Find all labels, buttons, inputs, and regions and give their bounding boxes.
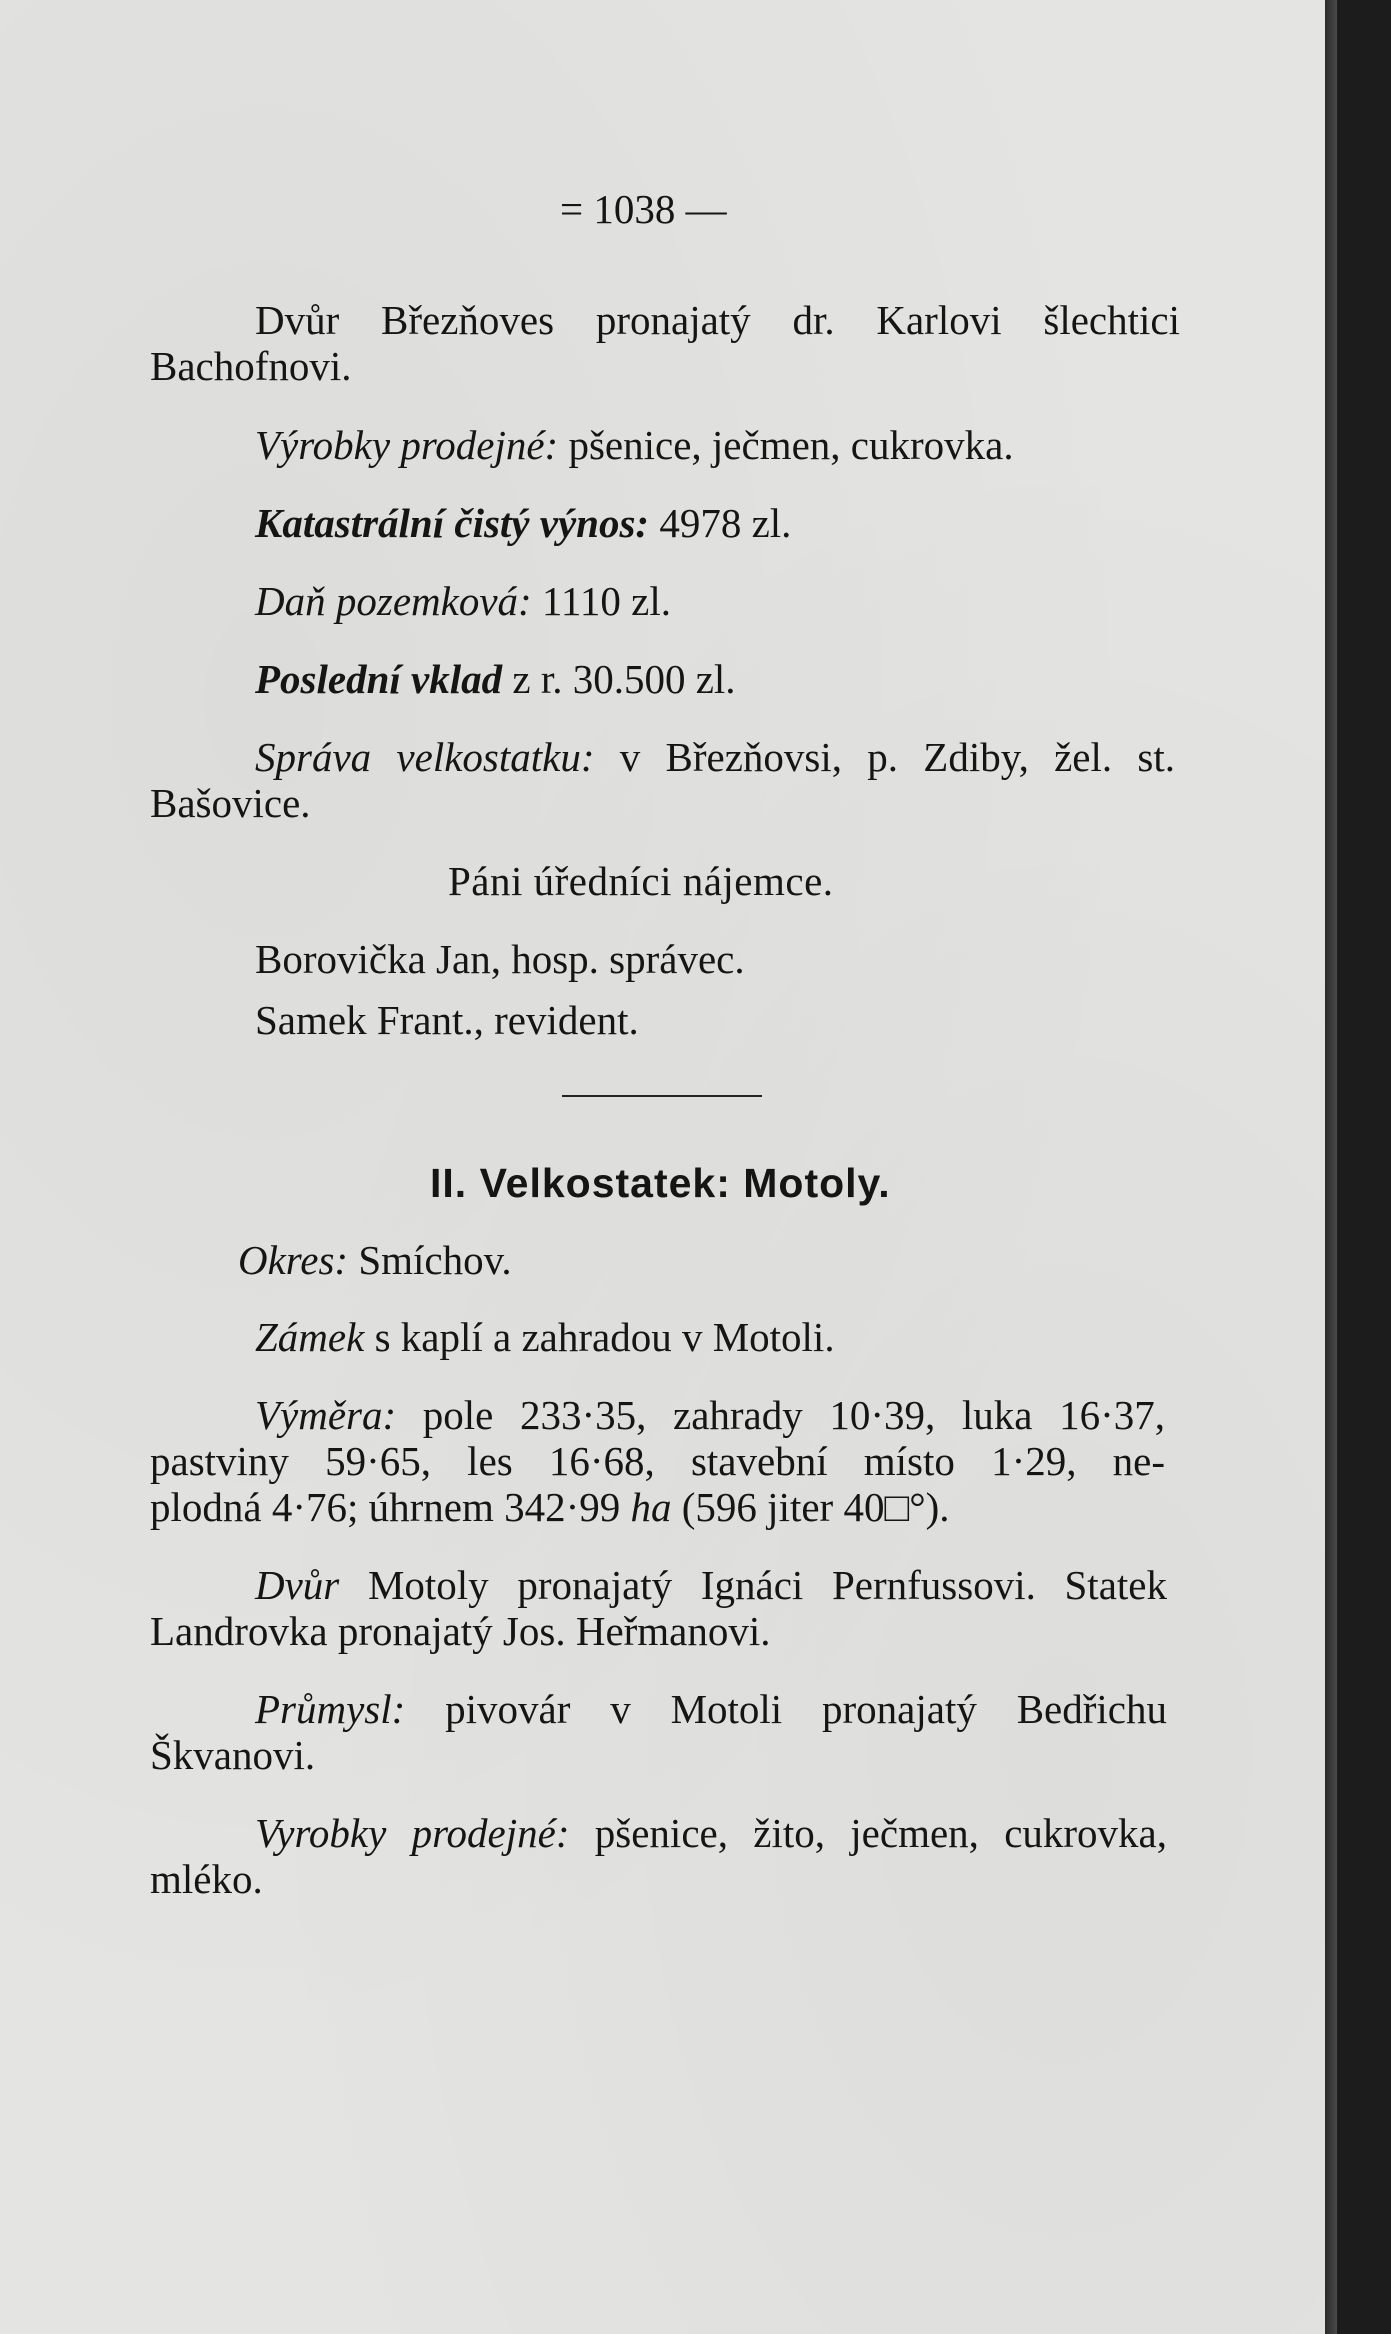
section-heading: II. Velkostatek: Motoly. [430,1160,891,1206]
vymera-line-1 [255,1392,1165,1438]
paragraph-prumysl [255,1686,1167,1733]
vklad-label: Poslední vklad [255,656,503,702]
vklad-text: z r. 30.500 zl. [502,656,736,702]
sprava-text: v Březňovsi, p. Zdiby, žel. st. [594,734,1175,780]
vymera-label: Výměra: [255,1392,397,1438]
paragraph-dan-pozemkova [255,578,671,625]
dvur-breznoves-line-2: Bachofnovi. [150,343,352,389]
prumysl-text: pivovár v Motoli pronajatý Bedřichu [405,1686,1167,1732]
paragraph-dvur-breznoves [255,297,1180,344]
paragraph-vymera [255,1392,1165,1439]
vymera-text: pole 233·35, zahrady 10·39, luka 16·37, [396,1392,1165,1438]
vymera-3a: plodná 4·76; úhrnem 342·99 [150,1484,631,1530]
paragraph-posledni-vklad [255,656,736,703]
paragraph-sprava [255,734,1175,781]
page-number: = 1038 — [560,186,727,232]
urednici-heading: Páni úředníci nájemce. [448,858,834,904]
vyrobky-1-label: Výrobky prodejné: [255,422,559,468]
zamek-label: Zámek [255,1314,365,1360]
urednik-borovicka: Borovička Jan, hosp. správec. [255,936,745,982]
vymera-line-3 [150,1484,950,1531]
dvur-breznoves-line-1: Dvůr Březňoves pronajatý dr. Karlovi šlechtici [255,297,1180,343]
vyrobky-2-label: Vyrobky prodejné: [255,1810,570,1856]
katastr-label: Katastrální čistý výnos: [255,500,650,546]
okres-label: Okres: [238,1237,349,1283]
dan-text: 1110 zl. [531,578,671,624]
paragraph-zamek [255,1314,835,1361]
vymera-line-2: pastviny 59·65, les 16·68, stavební místo 1·29, ne- [150,1438,1165,1484]
prumysl-label: Průmysl: [255,1686,406,1732]
vyrobky-2-text: pšenice, žito, ječmen, cukrovka, [569,1810,1167,1856]
paragraph-katastralni-vynos [255,500,791,547]
vymera-3c: (596 jiter 40□°). [671,1484,950,1530]
vymera-3b: ha [630,1484,672,1530]
paragraph-dvur-motoly [255,1562,1167,1609]
dvur-motoly-line-2: Landrovka pronajatý Jos. Heřmanovi. [150,1608,771,1654]
dvur-motoly-label: Dvůr [255,1562,340,1608]
paragraph-vyrobky-2 [255,1810,1167,1857]
vyrobky-1-text: pšenice, ječmen, cukrovka. [558,422,1014,468]
paragraph-okres [238,1237,512,1284]
paragraph-vyrobky-1 [255,422,1014,469]
vymera-line-2-wrap [150,1438,1165,1485]
sprava-label: Správa velkostatku: [255,734,595,780]
okres-text: Smíchov. [348,1237,512,1283]
urednik-samek: Samek Frant., revident. [255,997,639,1043]
dvur-motoly-text: Motoly pronajatý Ignáci Pernfussovi. Statek [339,1562,1167,1608]
prumysl-line-2: Škvanovi. [150,1732,316,1778]
zamek-text: s kaplí a zahradou v Motoli. [364,1314,835,1360]
vyrobky-2-line-1 [255,1810,1167,1856]
dvur-motoly-line-1 [255,1562,1167,1608]
sprava-line-1 [255,734,1175,780]
vyrobky-2-line-2: mléko. [150,1856,263,1902]
prumysl-line-1 [255,1686,1167,1732]
section-divider [562,1095,762,1097]
sprava-line-2: Bašovice. [150,780,311,826]
katastr-text: 4978 zl. [649,500,792,546]
page-edge-shadow [1325,0,1337,2334]
dan-label: Daň pozemková: [255,578,532,624]
